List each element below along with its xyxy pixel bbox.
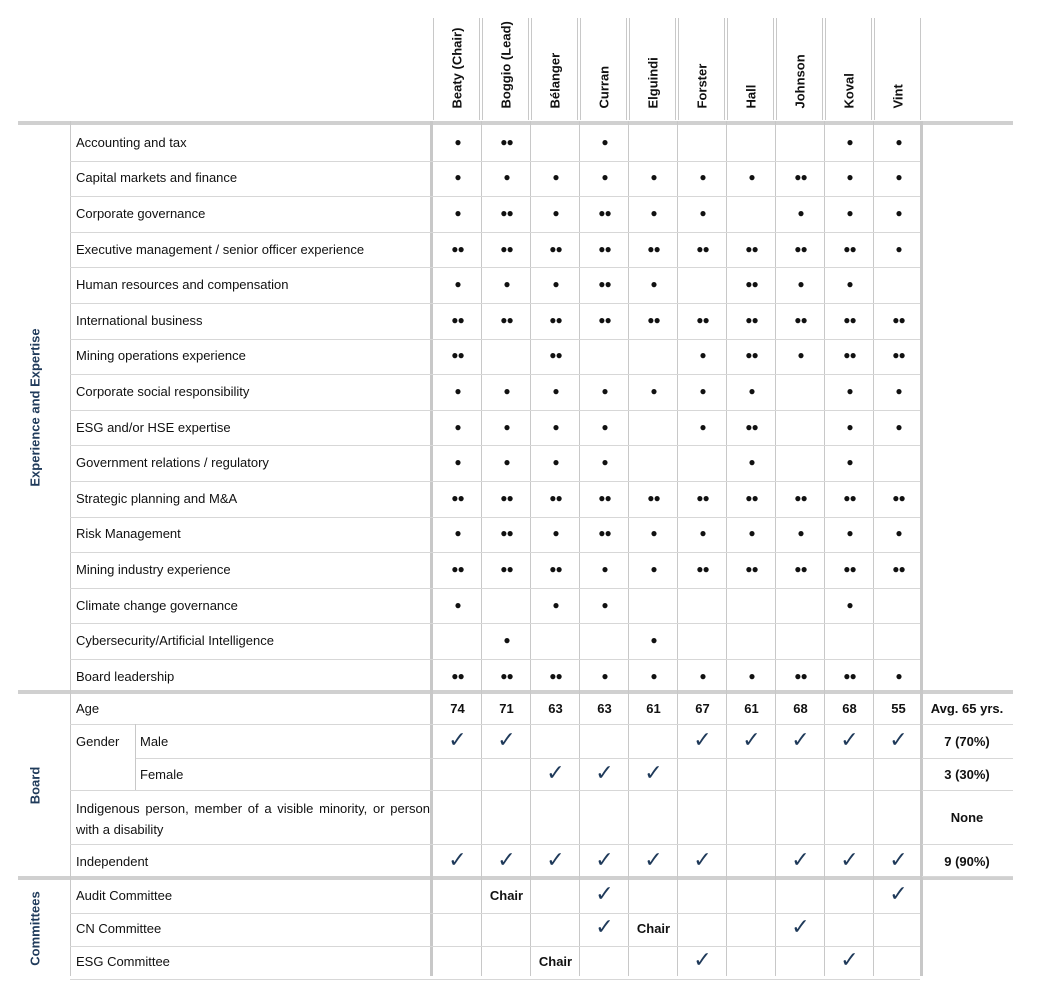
skill-level-dots: ●● [843, 348, 856, 363]
skill-level-dots: ●● [745, 419, 758, 434]
skill-level-dots: ●● [843, 312, 856, 327]
male-check-icon: ✓ [742, 727, 761, 752]
independent-check-icon: ✓ [546, 847, 565, 872]
skill-level-dots: ● [846, 134, 853, 149]
skill-level-dots: ● [846, 526, 853, 541]
independent-check-icon: ✓ [840, 847, 859, 872]
skill-level-dots: ● [895, 170, 902, 185]
skill-level-dots: ● [650, 384, 657, 398]
skill-level-dots: ●● [500, 490, 513, 505]
age-value: 68 [793, 701, 808, 716]
age-value: 68 [842, 701, 857, 716]
row-divider [70, 339, 920, 340]
skill-level-dots: ● [503, 633, 510, 648]
row-divider [70, 410, 920, 411]
skill-level-dots: ●● [843, 490, 856, 505]
skill-level-dots: ●● [549, 241, 562, 256]
skill-level-dots: ● [748, 526, 755, 541]
skill-level-dots: ●● [451, 490, 464, 505]
skill-level-dots: ●● [794, 170, 807, 185]
male-check-icon: ✓ [497, 727, 516, 752]
skill-level-dots: ●● [598, 312, 611, 327]
committee-role: Chair [489, 888, 524, 903]
row-divider [70, 303, 920, 304]
skill-level-dots: ● [454, 597, 461, 612]
skill-level-dots: ● [650, 206, 657, 220]
committee-role: Chair [636, 921, 671, 936]
independent-check-icon: ✓ [497, 847, 516, 872]
skill-level-dots: ● [699, 668, 706, 683]
skill-level-dots: ●● [549, 348, 562, 363]
skill-level-dots: ●● [500, 241, 513, 256]
row-divider [70, 946, 920, 947]
row-divider [70, 374, 920, 375]
skill-level-dots: ● [748, 455, 755, 470]
skill-level-dots: ● [601, 170, 608, 185]
skill-level-dots: ● [699, 384, 706, 398]
skill-level-dots: ● [454, 277, 461, 292]
skill-level-dots: ● [552, 597, 559, 612]
row-divider [70, 659, 920, 660]
skill-level-dots: ● [601, 597, 608, 612]
skill-level-dots: ●● [451, 668, 464, 683]
skill-label: Mining operations experience [76, 348, 246, 364]
skill-level-dots: ●● [696, 241, 709, 256]
director-header [776, 18, 823, 120]
skill-level-dots: ●● [500, 206, 513, 220]
skill-level-dots: ● [846, 384, 853, 398]
skill-level-dots: ● [895, 419, 902, 434]
skill-level-dots: ●● [549, 668, 562, 683]
independent-check-icon: ✓ [644, 847, 663, 872]
skill-level-dots: ●● [451, 312, 464, 327]
director-header [825, 18, 872, 120]
director-name: Curran [596, 65, 611, 109]
director-name: Johnson [792, 54, 807, 109]
skill-level-dots: ●● [745, 562, 758, 576]
row-divider [70, 445, 920, 446]
skill-level-dots: ●● [451, 241, 464, 256]
male-check-icon: ✓ [693, 727, 712, 752]
skill-level-dots: ● [454, 384, 461, 398]
skill-level-dots: ● [552, 419, 559, 434]
committee-label: Audit Committee [76, 888, 173, 903]
age-value: 61 [744, 701, 759, 716]
skill-label: Human resources and compensation [76, 277, 289, 293]
row-divider [70, 232, 920, 233]
skill-label: Executive management / senior officer experience [76, 241, 365, 257]
section-label-board [18, 694, 52, 876]
committee-check-icon: ✓ [595, 881, 614, 906]
section-label-text: Board [27, 766, 43, 804]
female-check-icon: ✓ [546, 760, 565, 785]
section-label-text: Committees [27, 890, 43, 966]
skill-level-dots: ●● [696, 312, 709, 327]
skill-level-dots: ●● [794, 312, 807, 327]
skill-level-dots: ● [846, 170, 853, 185]
skill-level-dots: ● [797, 206, 804, 220]
skill-level-dots: ●● [843, 562, 856, 576]
skill-level-dots: ●● [745, 312, 758, 327]
skill-level-dots: ● [846, 206, 853, 220]
male-check-icon: ✓ [448, 727, 467, 752]
director-name: Beaty (Chair) [449, 27, 464, 109]
skill-level-dots: ●● [500, 134, 513, 149]
skill-level-dots: ●● [500, 668, 513, 683]
skill-label: Capital markets and finance [76, 170, 238, 186]
row-divider-summary [922, 790, 1013, 791]
skill-label: Corporate governance [76, 206, 206, 221]
row-divider [136, 758, 920, 759]
male-summary: 7 (70%) [944, 734, 990, 749]
skill-level-dots: ● [699, 419, 706, 434]
independent-summary: 9 (90%) [944, 854, 990, 869]
male-check-icon: ✓ [840, 727, 859, 752]
skill-level-dots: ● [552, 455, 559, 470]
skill-level-dots: ● [846, 455, 853, 470]
skill-level-dots: ●● [794, 562, 807, 576]
skill-level-dots: ●● [500, 526, 513, 541]
age-value: 67 [695, 701, 710, 716]
age-value: 55 [891, 701, 906, 716]
skill-level-dots: ● [552, 170, 559, 185]
skill-level-dots: ● [601, 455, 608, 470]
director-header [580, 18, 627, 120]
skill-level-dots: ●● [745, 490, 758, 505]
skill-level-dots: ● [601, 419, 608, 434]
male-check-icon: ✓ [791, 727, 810, 752]
row-divider-summary [922, 758, 1013, 759]
skill-level-dots: ●● [549, 490, 562, 505]
skill-level-dots: ●● [647, 490, 660, 505]
skill-level-dots: ● [699, 526, 706, 541]
committee-check-icon: ✓ [791, 914, 810, 939]
skill-level-dots: ● [503, 170, 510, 185]
skill-level-dots: ●● [745, 277, 758, 292]
skill-level-dots: ● [895, 206, 902, 220]
skill-level-dots: ● [699, 206, 706, 220]
skill-level-dots: ● [503, 419, 510, 434]
skill-level-dots: ● [503, 455, 510, 470]
skill-level-dots: ●● [892, 490, 905, 505]
skill-level-dots: ●● [843, 668, 856, 683]
skill-level-dots: ● [650, 668, 657, 683]
committee-role: Chair [538, 954, 573, 969]
skill-level-dots: ● [650, 633, 657, 648]
skill-level-dots: ●● [549, 562, 562, 576]
skill-level-dots: ●● [451, 562, 464, 576]
skill-level-dots: ●● [892, 348, 905, 363]
skill-level-dots: ●● [598, 241, 611, 256]
committee-check-icon: ✓ [595, 914, 614, 939]
director-header [531, 18, 578, 120]
age-label: Age [76, 701, 100, 716]
independent-check-icon: ✓ [448, 847, 467, 872]
row-divider-summary [922, 844, 1013, 845]
skill-level-dots: ● [895, 134, 902, 149]
committees-top-divider [18, 876, 1013, 880]
skill-level-dots: ● [503, 384, 510, 398]
skill-label: Corporate social responsibility [76, 384, 250, 399]
skill-level-dots: ● [454, 170, 461, 185]
row-divider [70, 517, 920, 518]
director-name: Boggio (Lead) [498, 21, 513, 109]
skill-level-dots: ● [895, 384, 902, 398]
skill-level-dots: ● [650, 170, 657, 185]
age-value: 71 [499, 701, 514, 716]
skill-level-dots: ● [797, 277, 804, 292]
skill-label: Climate change governance [76, 597, 238, 613]
skill-level-dots: ●● [794, 490, 807, 505]
director-name: Hall [743, 84, 758, 109]
female-summary: 3 (30%) [944, 767, 990, 782]
age-value: 61 [646, 701, 661, 716]
skill-level-dots: ● [503, 277, 510, 292]
independent-check-icon: ✓ [889, 847, 908, 872]
skill-level-dots: ● [748, 170, 755, 185]
skill-level-dots: ● [699, 348, 706, 363]
row-divider [70, 790, 920, 791]
diversity-label: Indigenous person, member of a visible minority, or person with a disability [76, 801, 430, 837]
director-header [629, 18, 676, 120]
skill-level-dots: ● [552, 206, 559, 220]
skill-level-dots: ●● [745, 241, 758, 256]
female-check-icon: ✓ [595, 760, 614, 785]
row-divider [70, 481, 920, 482]
skill-level-dots: ●● [647, 312, 660, 327]
skill-level-dots: ●● [892, 312, 905, 327]
skill-level-dots: ●● [843, 241, 856, 256]
independent-check-icon: ✓ [595, 847, 614, 872]
row-divider-summary [922, 876, 1013, 877]
committee-check-icon: ✓ [889, 881, 908, 906]
skill-level-dots: ●● [745, 348, 758, 363]
skill-label: Mining industry experience [76, 562, 231, 577]
skill-level-dots: ● [699, 170, 706, 185]
skill-level-dots: ●● [598, 526, 611, 541]
skill-level-dots: ● [601, 384, 608, 398]
skill-level-dots: ● [895, 526, 902, 541]
skill-level-dots: ● [601, 562, 608, 576]
skill-label: Risk Management [76, 526, 181, 542]
skill-level-dots: ● [454, 526, 461, 541]
grid-vline-left [70, 121, 71, 976]
committee-check-icon: ✓ [840, 947, 859, 972]
age-value: 63 [548, 701, 563, 716]
committee-label: CN Committee [76, 921, 162, 936]
row-divider [70, 588, 920, 589]
director-header [727, 18, 774, 120]
skill-level-dots: ● [454, 419, 461, 434]
skill-level-dots: ●● [598, 206, 611, 220]
skill-level-dots: ● [601, 134, 608, 149]
skill-label: Strategic planning and M&A [76, 490, 238, 506]
skill-level-dots: ● [846, 277, 853, 292]
skill-level-dots: ● [895, 241, 902, 256]
skill-level-dots: ●● [500, 562, 513, 576]
skill-level-dots: ● [797, 526, 804, 541]
row-divider [70, 844, 920, 845]
row-divider [70, 267, 920, 268]
diversity-summary: None [950, 810, 984, 825]
row-divider [70, 196, 920, 197]
row-divider [70, 161, 920, 162]
skill-level-dots: ● [601, 668, 608, 683]
section-label-text: Experience and Expertise [27, 328, 43, 487]
age-value: 63 [597, 701, 612, 716]
male-check-icon: ✓ [889, 727, 908, 752]
director-header [678, 18, 725, 120]
committee-check-icon: ✓ [693, 947, 712, 972]
row-divider-summary [922, 724, 1013, 725]
skill-level-dots: ● [650, 277, 657, 292]
skill-label: Government relations / regulatory [76, 455, 269, 471]
skill-level-dots: ● [552, 526, 559, 541]
director-name: Vint [890, 84, 905, 109]
skill-level-dots: ● [650, 526, 657, 541]
director-header [482, 18, 529, 120]
gender-split [135, 724, 136, 790]
skill-level-dots: ● [552, 384, 559, 398]
skill-level-dots: ● [454, 134, 461, 149]
skill-level-dots: ● [797, 348, 804, 363]
skill-level-dots: ●● [500, 312, 513, 327]
skill-level-dots: ● [454, 206, 461, 220]
skill-level-dots: ●● [598, 277, 611, 292]
independent-check-icon: ✓ [693, 847, 712, 872]
skill-level-dots: ● [895, 668, 902, 683]
director-name: Forster [694, 63, 709, 109]
skill-label: Cybersecurity/Artificial Intelligence [76, 633, 274, 649]
experience-top-divider [18, 121, 1013, 125]
skill-level-dots: ● [748, 668, 755, 683]
skill-level-dots: ●● [549, 312, 562, 327]
skill-level-dots: ●● [696, 490, 709, 505]
skill-label: ESG and/or HSE expertise [76, 419, 231, 435]
skill-level-dots: ●● [794, 241, 807, 256]
director-header [874, 18, 921, 120]
skill-level-dots: ● [454, 455, 461, 470]
age-summary: Avg. 65 yrs. [930, 701, 1004, 716]
skill-level-dots: ● [650, 562, 657, 576]
gender-label: Gender [76, 734, 120, 749]
independent-label: Independent [76, 854, 149, 869]
director-name: Koval [841, 73, 856, 109]
male-label: Male [140, 734, 169, 749]
skill-level-dots: ●● [598, 490, 611, 505]
committee-label: ESG Committee [76, 954, 170, 969]
skill-level-dots: ●● [647, 241, 660, 256]
row-divider [70, 552, 920, 553]
skill-level-dots: ● [846, 419, 853, 434]
row-divider [70, 623, 920, 624]
director-name: Bélanger [547, 52, 562, 109]
skill-level-dots: ● [552, 277, 559, 292]
director-name: Elguindi [645, 57, 660, 109]
board-top-divider [18, 690, 1013, 694]
skill-level-dots: ● [748, 384, 755, 398]
skill-level-dots: ● [846, 597, 853, 612]
skill-level-dots: ●● [696, 562, 709, 576]
skill-level-dots: ●● [794, 668, 807, 683]
director-header [433, 18, 480, 120]
age-value: 74 [450, 701, 465, 716]
female-label: Female [140, 767, 184, 782]
skill-label: International business [76, 312, 203, 328]
independent-check-icon: ✓ [791, 847, 810, 872]
section-label-committees [18, 880, 52, 976]
skill-label: Accounting and tax [76, 134, 187, 150]
skill-level-dots: ●● [892, 562, 905, 576]
skill-label: Board leadership [76, 668, 175, 684]
row-divider [70, 979, 920, 980]
female-check-icon: ✓ [644, 760, 663, 785]
section-label-experience [18, 125, 52, 690]
row-divider [70, 724, 920, 725]
skill-level-dots: ●● [451, 348, 464, 363]
